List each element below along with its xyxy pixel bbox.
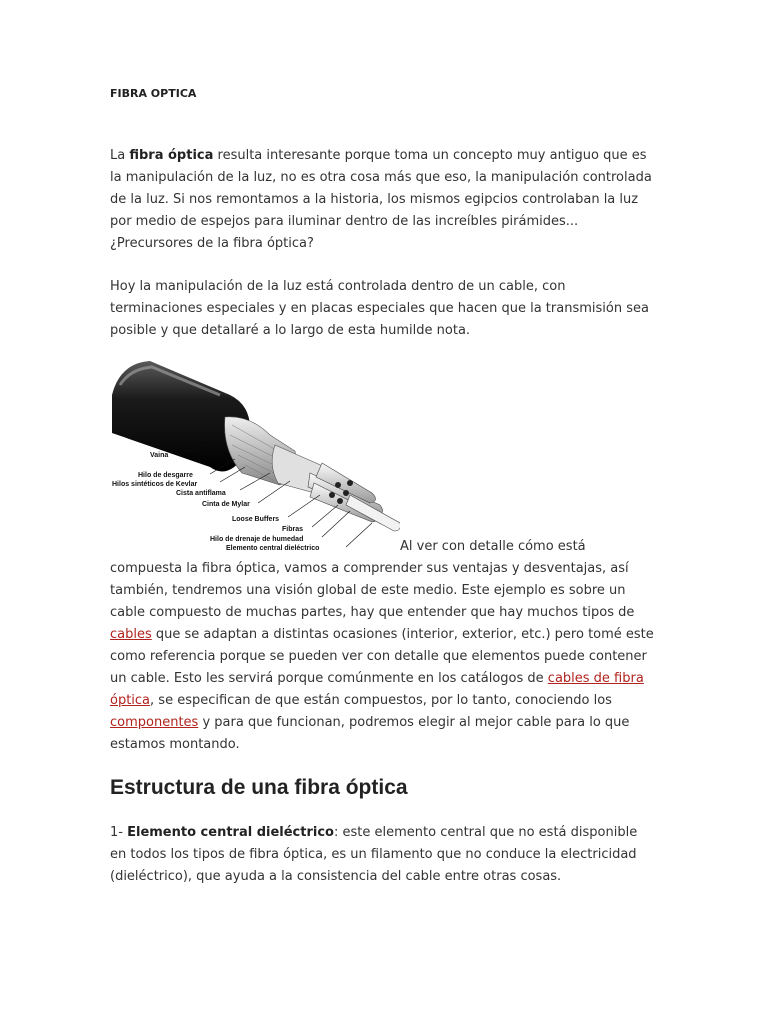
fiber-cable-diagram <box>110 355 400 553</box>
label-central: Elemento central dieléctrico <box>226 545 320 552</box>
intro-prefix: La <box>110 148 130 163</box>
intro-text: resulta interesante porque toma un concepto muy antiguo que es la manipulación de la luz, no es otra cosa más que eso, la manipulación controlada de la luz. Si nos remontamos a la historia, los mismos egipcios controlaban la luz por medio de espejos para iluminar dentro de las increíbles pirámides... ¿Precursores de la fibra óptica? <box>110 148 652 251</box>
link-cables[interactable]: cables <box>110 627 152 642</box>
label-loose-buffers: Loose Buffers <box>232 516 280 523</box>
label-fibras: Fibras <box>282 526 304 533</box>
paragraph-element-1 <box>110 822 655 888</box>
label-mylar: Cinta de Mylar <box>202 501 250 508</box>
paragraph-intro <box>110 145 655 255</box>
element-name: Elemento central dieléctrico <box>127 825 334 840</box>
link-componentes[interactable]: componentes <box>110 715 199 730</box>
detail-text-1: Al ver con detalle cómo está compuesta la fibra óptica, vamos a comprender sus ventajas y desventajas, así también, tendremos una visión global de este medio. Este ejemplo es sobre un cable compuesto de muchas partes, hay que entender que hay muchos tipos de <box>110 539 635 620</box>
element-description: : este elemento central que no está disponible en todos los tipos de fibra óptica, es un filamento que no conduce la electricidad (dieléctrico), que ayuda a la consistencia del cable entre otras cosas. <box>110 825 638 884</box>
detail-text-4: y para que funcionan, podremos elegir al mejor cable para lo que estamos montando. <box>110 715 630 752</box>
section-heading: Estructura de una fibra óptica <box>110 776 408 799</box>
link-cables-fibra-optica[interactable]: cables de fibra óptica <box>110 671 644 708</box>
intro-bold-term: fibra óptica <box>129 148 214 163</box>
label-vaina: Vaina <box>150 452 169 459</box>
label-drenaje: Hilo de drenaje de humedad <box>210 536 304 543</box>
detail-text-3: , se especifican de que están compuestos, por lo tanto, conociendo los <box>150 693 612 708</box>
element-number: 1- <box>110 825 128 840</box>
paragraph-manipulation: Hoy la manipulación de la luz está controlada dentro de un cable, con terminaciones especiales y en placas especiales que hacen que la transmisión sea posible y que detallaré a lo largo de esta humilde nota. <box>110 279 649 338</box>
label-kevlar: Hilos sintéticos de Kevlar <box>112 481 198 488</box>
document-title: FIBRA OPTICA <box>110 87 197 100</box>
detail-text-2: que se adaptan a distintas ocasiones (interior, exterior, etc.) pero tomé este como referencia porque se pueden ver con detalle que elementos puede contener un cable. Esto les servirá porque comúnmente en los catálogos de <box>110 627 654 686</box>
label-hilo-desgarre: Hilo de desgarre <box>138 472 193 479</box>
label-antiflama: Cista antiflama <box>176 490 226 497</box>
paragraph-detail <box>110 536 655 756</box>
